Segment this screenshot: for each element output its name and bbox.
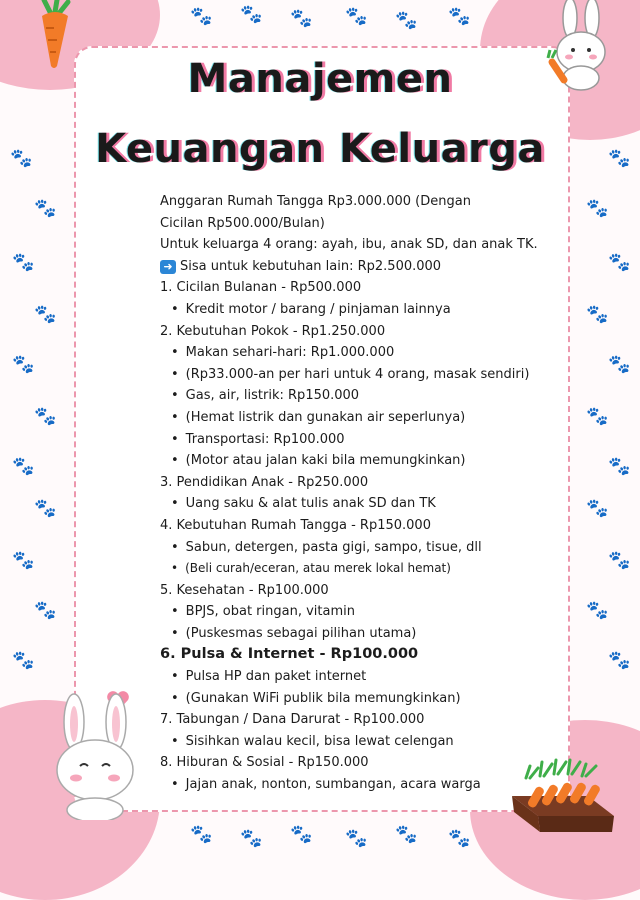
paw-icon: 🐾 [190, 6, 213, 27]
paw-icon: 🐾 [190, 824, 213, 845]
section-heading: 5. Kesehatan - Rp100.000 [160, 582, 329, 598]
arrow-right-icon: ➜ [160, 260, 176, 274]
paw-icon: 🐾 [12, 550, 35, 571]
list-item: • Transportasi: Rp100.000 [160, 429, 540, 451]
paw-icon: 🐾 [34, 304, 57, 325]
paw-icon: 🐾 [608, 550, 631, 571]
paw-icon: 🐾 [34, 406, 57, 427]
paw-icon: 🐾 [12, 354, 35, 375]
paw-icon: 🐾 [608, 456, 631, 477]
remaining-budget-text: Sisa untuk kebutuhan lain: Rp2.500.000 [180, 258, 442, 274]
paw-icon: 🐾 [34, 198, 57, 219]
list-item: • Sabun, detergen, pasta gigi, sampo, tisue, dll [160, 537, 540, 559]
paw-icon: 🐾 [12, 650, 35, 671]
budget-content [160, 191, 540, 796]
paw-icon: 🐾 [608, 148, 631, 169]
list-item: • Jajan anak, nonton, sumbangan, acara warga [160, 774, 540, 796]
list-item: • (Gunakan WiFi publik bila memungkinkan) [160, 688, 540, 710]
paw-icon: 🐾 [12, 456, 35, 477]
section-heading: 7. Tabungan / Dana Darurat - Rp100.000 [160, 712, 425, 728]
paw-icon: 🐾 [12, 252, 35, 273]
list-item: • (Hemat listrik dan gunakan air seperlunya) [160, 407, 540, 429]
list-item: • Sisihkan walau kecil, bisa lewat celengan [160, 731, 540, 753]
paw-icon: 🐾 [608, 354, 631, 375]
paw-icon: 🐾 [448, 6, 471, 27]
section-heading: 3. Pendidikan Anak - Rp250.000 [160, 474, 369, 490]
paw-icon: 🐾 [345, 828, 368, 849]
section-heading: 6. Pulsa & Internet - Rp100.000 [160, 646, 419, 663]
paw-icon: 🐾 [395, 824, 418, 845]
list-item: • Makan sehari-hari: Rp1.000.000 [160, 342, 540, 364]
paw-icon: 🐾 [608, 252, 631, 273]
list-item: • Uang saku & alat tulis anak SD dan TK [160, 493, 540, 515]
list-item: • Kredit motor / barang / pinjaman lainnya [160, 299, 540, 321]
paw-icon: 🐾 [290, 8, 313, 29]
paw-icon: 🐾 [586, 498, 609, 519]
page-subtitle: Keuangan Keluarga [95, 126, 545, 172]
section-heading: 8. Hiburan & Sosial - Rp150.000 [160, 755, 369, 771]
paw-icon: 🐾 [240, 4, 263, 25]
paw-icon: 🐾 [586, 198, 609, 219]
paw-icon: 🐾 [586, 600, 609, 621]
paw-icon: 🐾 [34, 498, 57, 519]
intro-text: Untuk keluarga 4 orang: ayah, ibu, anak SD, dan anak TK. [160, 237, 538, 253]
list-item: • (Motor atau jalan kaki bila memungkinkan) [160, 450, 540, 472]
list-item: • Pulsa HP dan paket internet [160, 666, 540, 688]
bunny-icon [44, 690, 144, 820]
list-item: • (Beli curah/eceran, atau merek lokal hemat) [160, 558, 540, 580]
paw-icon: 🐾 [34, 600, 57, 621]
section-heading: 2. Kebutuhan Pokok - Rp1.250.000 [160, 323, 386, 339]
paw-icon: 🐾 [10, 148, 33, 169]
page-title: Manajemen [187, 56, 453, 102]
list-item: • BPJS, obat ringan, vitamin [160, 601, 540, 623]
paw-icon: 🐾 [586, 304, 609, 325]
paw-icon: 🐾 [345, 6, 368, 27]
remaining-budget [160, 256, 540, 278]
intro-text: Anggaran Rumah Tangga Rp3.000.000 (Dengan Cicilan Rp500.000/Bulan) [160, 194, 471, 231]
list-item: • (Rp33.000-an per hari untuk 4 orang, masak sendiri) [160, 364, 540, 386]
paw-icon: 🐾 [586, 406, 609, 427]
paw-icon: 🐾 [608, 650, 631, 671]
paw-icon: 🐾 [448, 828, 471, 849]
paw-icon: 🐾 [240, 828, 263, 849]
paw-icon: 🐾 [395, 10, 418, 31]
section-heading: 1. Cicilan Bulanan - Rp500.000 [160, 280, 362, 296]
list-item: • Gas, air, listrik: Rp150.000 [160, 385, 540, 407]
paw-icon: 🐾 [290, 824, 313, 845]
list-item: • (Puskesmas sebagai pilihan utama) [160, 623, 540, 645]
section-heading: 4. Kebutuhan Rumah Tangga - Rp150.000 [160, 517, 431, 533]
